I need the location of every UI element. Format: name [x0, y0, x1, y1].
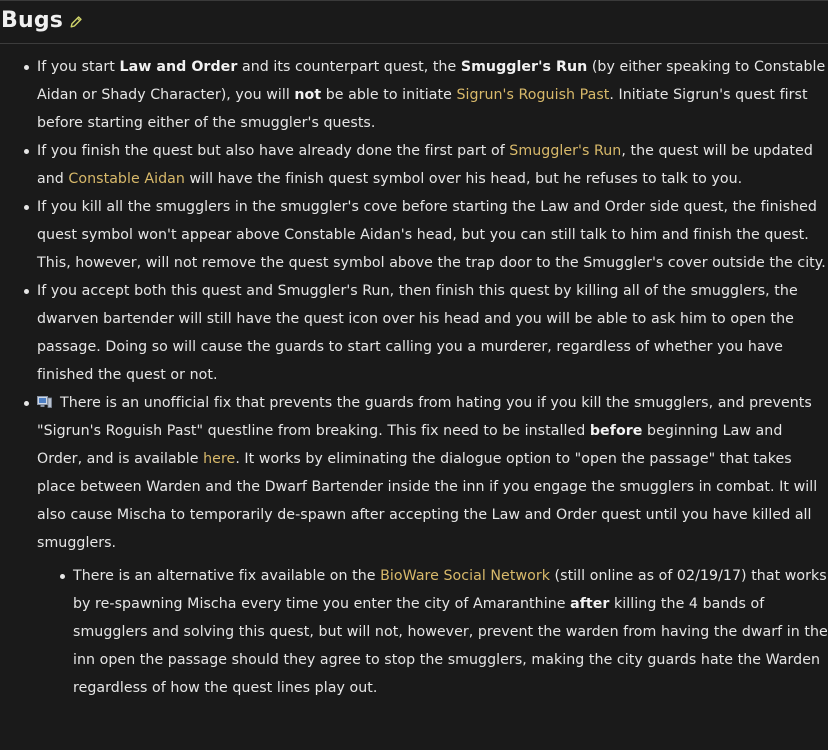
link-smugglers-run[interactable]: Smuggler's Run — [509, 143, 622, 159]
section-title: Bugs — [1, 8, 64, 33]
quest-name-smugglers-run: Smuggler's Run — [460, 59, 588, 75]
pencil-edit-icon[interactable] — [69, 15, 83, 29]
quest-name-law-and-order: Law and Order — [119, 59, 238, 75]
list-item: There is an alternative fix available on the BioWare Social Network (still online as of 02/19/17) that works by re-spawning Mischa every time you enter the city of Amaranthine after killing the 4 bands of smugglers and solving this quest, but will not, however, prevent the warden from having the dwarf in the inn open the passage should they agree to stop the smugglers, making the city guards hate the Warden regardless of how the quest lines play out. — [73, 562, 828, 702]
list-item: If you kill all the smugglers in the smuggler's cove before starting the Law and Order side quest, the finished quest symbol won't appear above Constable Aidan's head, but you can still talk to him and finish the quest. This, however, will not remove the quest symbol above the trap door to the Smuggler's cover outside the city. — [37, 193, 828, 277]
sub-bug-list — [37, 562, 828, 702]
pc-icon — [37, 396, 52, 408]
emphasis-after: after — [570, 596, 610, 612]
emphasis-before: before — [589, 423, 643, 439]
link-sigruns-roguish-past[interactable]: Sigrun's Roguish Past — [456, 87, 610, 103]
link-constable-aidan[interactable]: Constable Aidan — [68, 171, 185, 187]
list-item: If you start Law and Order and its counterpart quest, the Smuggler's Run (by either speaking to Constable Aidan or Shady Character), you will not be able to initiate Sigrun's Roguish Past. Initiate Sigrun's quest first before starting either of the smuggler's quests. — [37, 53, 828, 137]
list-item: If you finish the quest but also have already done the first part of Smuggler's Run, the quest will be updated and Constable Aidan will have the finish quest symbol over his head, but he refuses to talk to you. — [37, 137, 828, 193]
list-item: There is an unofficial fix that prevents the guards from hating you if you kill the smugglers, and prevents "Sigrun's Roguish Past" questline from breaking. This fix need to be installed before beginning Law and Order, and is available here. It works by eliminating the dialogue option to "open the passage" that takes place between Warden and the Dwarf Bartender inside the inn if you engage the smugglers in combat. It will also cause Mischa to temporarily de-spawn after accepting the Law and Order quest until you have killed all smugglers. There is an alternative fix available on the BioWare Social Network (still online as of 02/19/17) that works by re-spawning Mischa every time you enter the city of Amaranthine after killing the 4 bands of smugglers and solving this quest, but will not, however, prevent the warden from having the dwarf in the inn open the passage should they agree to stop the smugglers, making the city guards hate the Warden regardless of how the quest lines play out. — [37, 389, 828, 702]
link-bioware-social-network[interactable]: BioWare Social Network — [380, 568, 550, 584]
bugs-content — [0, 53, 828, 702]
link-here[interactable]: here — [203, 451, 236, 467]
list-item: If you accept both this quest and Smuggler's Run, then finish this quest by killing all of the smugglers, the dwarven bartender will still have the quest icon over his head and you will be able to ask him to open the passage. Doing so will cause the guards to start calling you a murderer, regardless of whether you have finished the quest or not. — [37, 277, 828, 389]
bug-list — [0, 53, 828, 702]
emphasis-not: not — [294, 87, 322, 103]
section-header — [0, 0, 828, 44]
